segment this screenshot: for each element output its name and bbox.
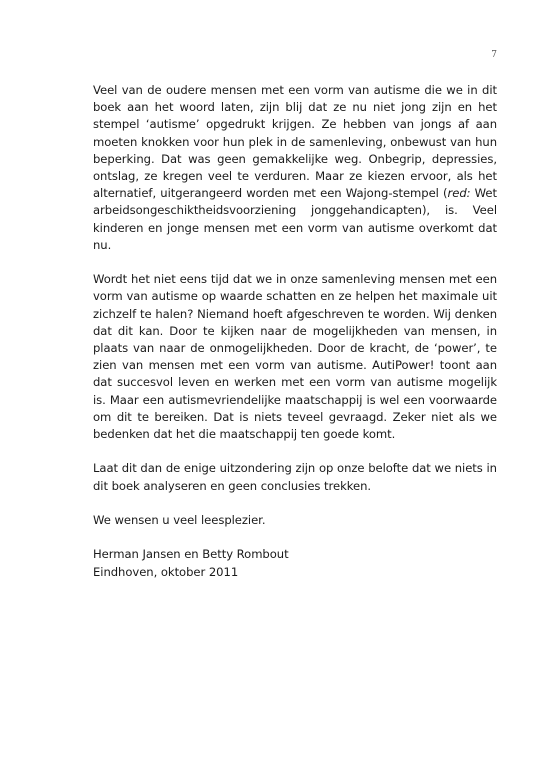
paragraph-2: Wordt het niet eens tijd dat we in onze samenleving mensen met een vorm van autisme op waarde schatten en ze helpen het maximale uit zichzelf te halen? Niemand hoeft afgeschreven te worden. Wij denken dat dit kan. Door te kijken naar de mogelijkheden van mensen, in plaats van naar de onmogelijkheden. Door de kracht, de ‘power’, te zien van mensen met een vorm van autisme. AutiPower! toont aan dat succesvol leven en werken met een vorm van autisme mogelijk is. Maar een autismevriendelijke maatschappij is wel een voorwaarde om dit te bereiken. Dat is niets teveel gevraagd. Zeker niet als we bedenken dat het die maatschappij ten goede komt. [93,272,497,442]
body-text [93,82,497,581]
signature [93,546,497,580]
page-number: 7 [491,50,497,60]
paragraph-3: Laat dit dan de enige uitzondering zijn op onze belofte dat we niets in dit boek analyseren en geen conclusies trekken. [93,461,497,493]
paragraph-1-text: Veel van de oudere mensen met een vorm van autisme die we in dit boek aan het woord laten, zijn blij dat ze nu niet jong zijn en het stempel ‘autisme’ opgedrukt krijgen. Ze hebben van jongs af aan moeten knokken voor hun plek in de samenleving, onbewust van hun beperking. Dat was geen gemakkelijke weg. Onbegrip, depressies, ontslag, ze kregen veel te verduren. Maar ze kiezen ervoor, als het alternatief, uitgerangeerd worden met een Wajong-stempel ( [93,83,497,201]
paragraph-4: We wensen u veel leesplezier. [93,513,266,528]
paragraph-1-italic: red: [447,186,471,201]
signature-place-date: Eindhoven, oktober 2011 [93,564,239,579]
signature-names: Herman Jansen en Betty Rombout [93,547,289,562]
paragraph-1-end: Wet arbeidsongeschiktheidsvoorziening jonggehandicapten), is. Veel kinderen en jonge mensen met een vorm van autisme overkomt dat nu. [93,186,497,252]
paragraph-1 [93,82,497,254]
